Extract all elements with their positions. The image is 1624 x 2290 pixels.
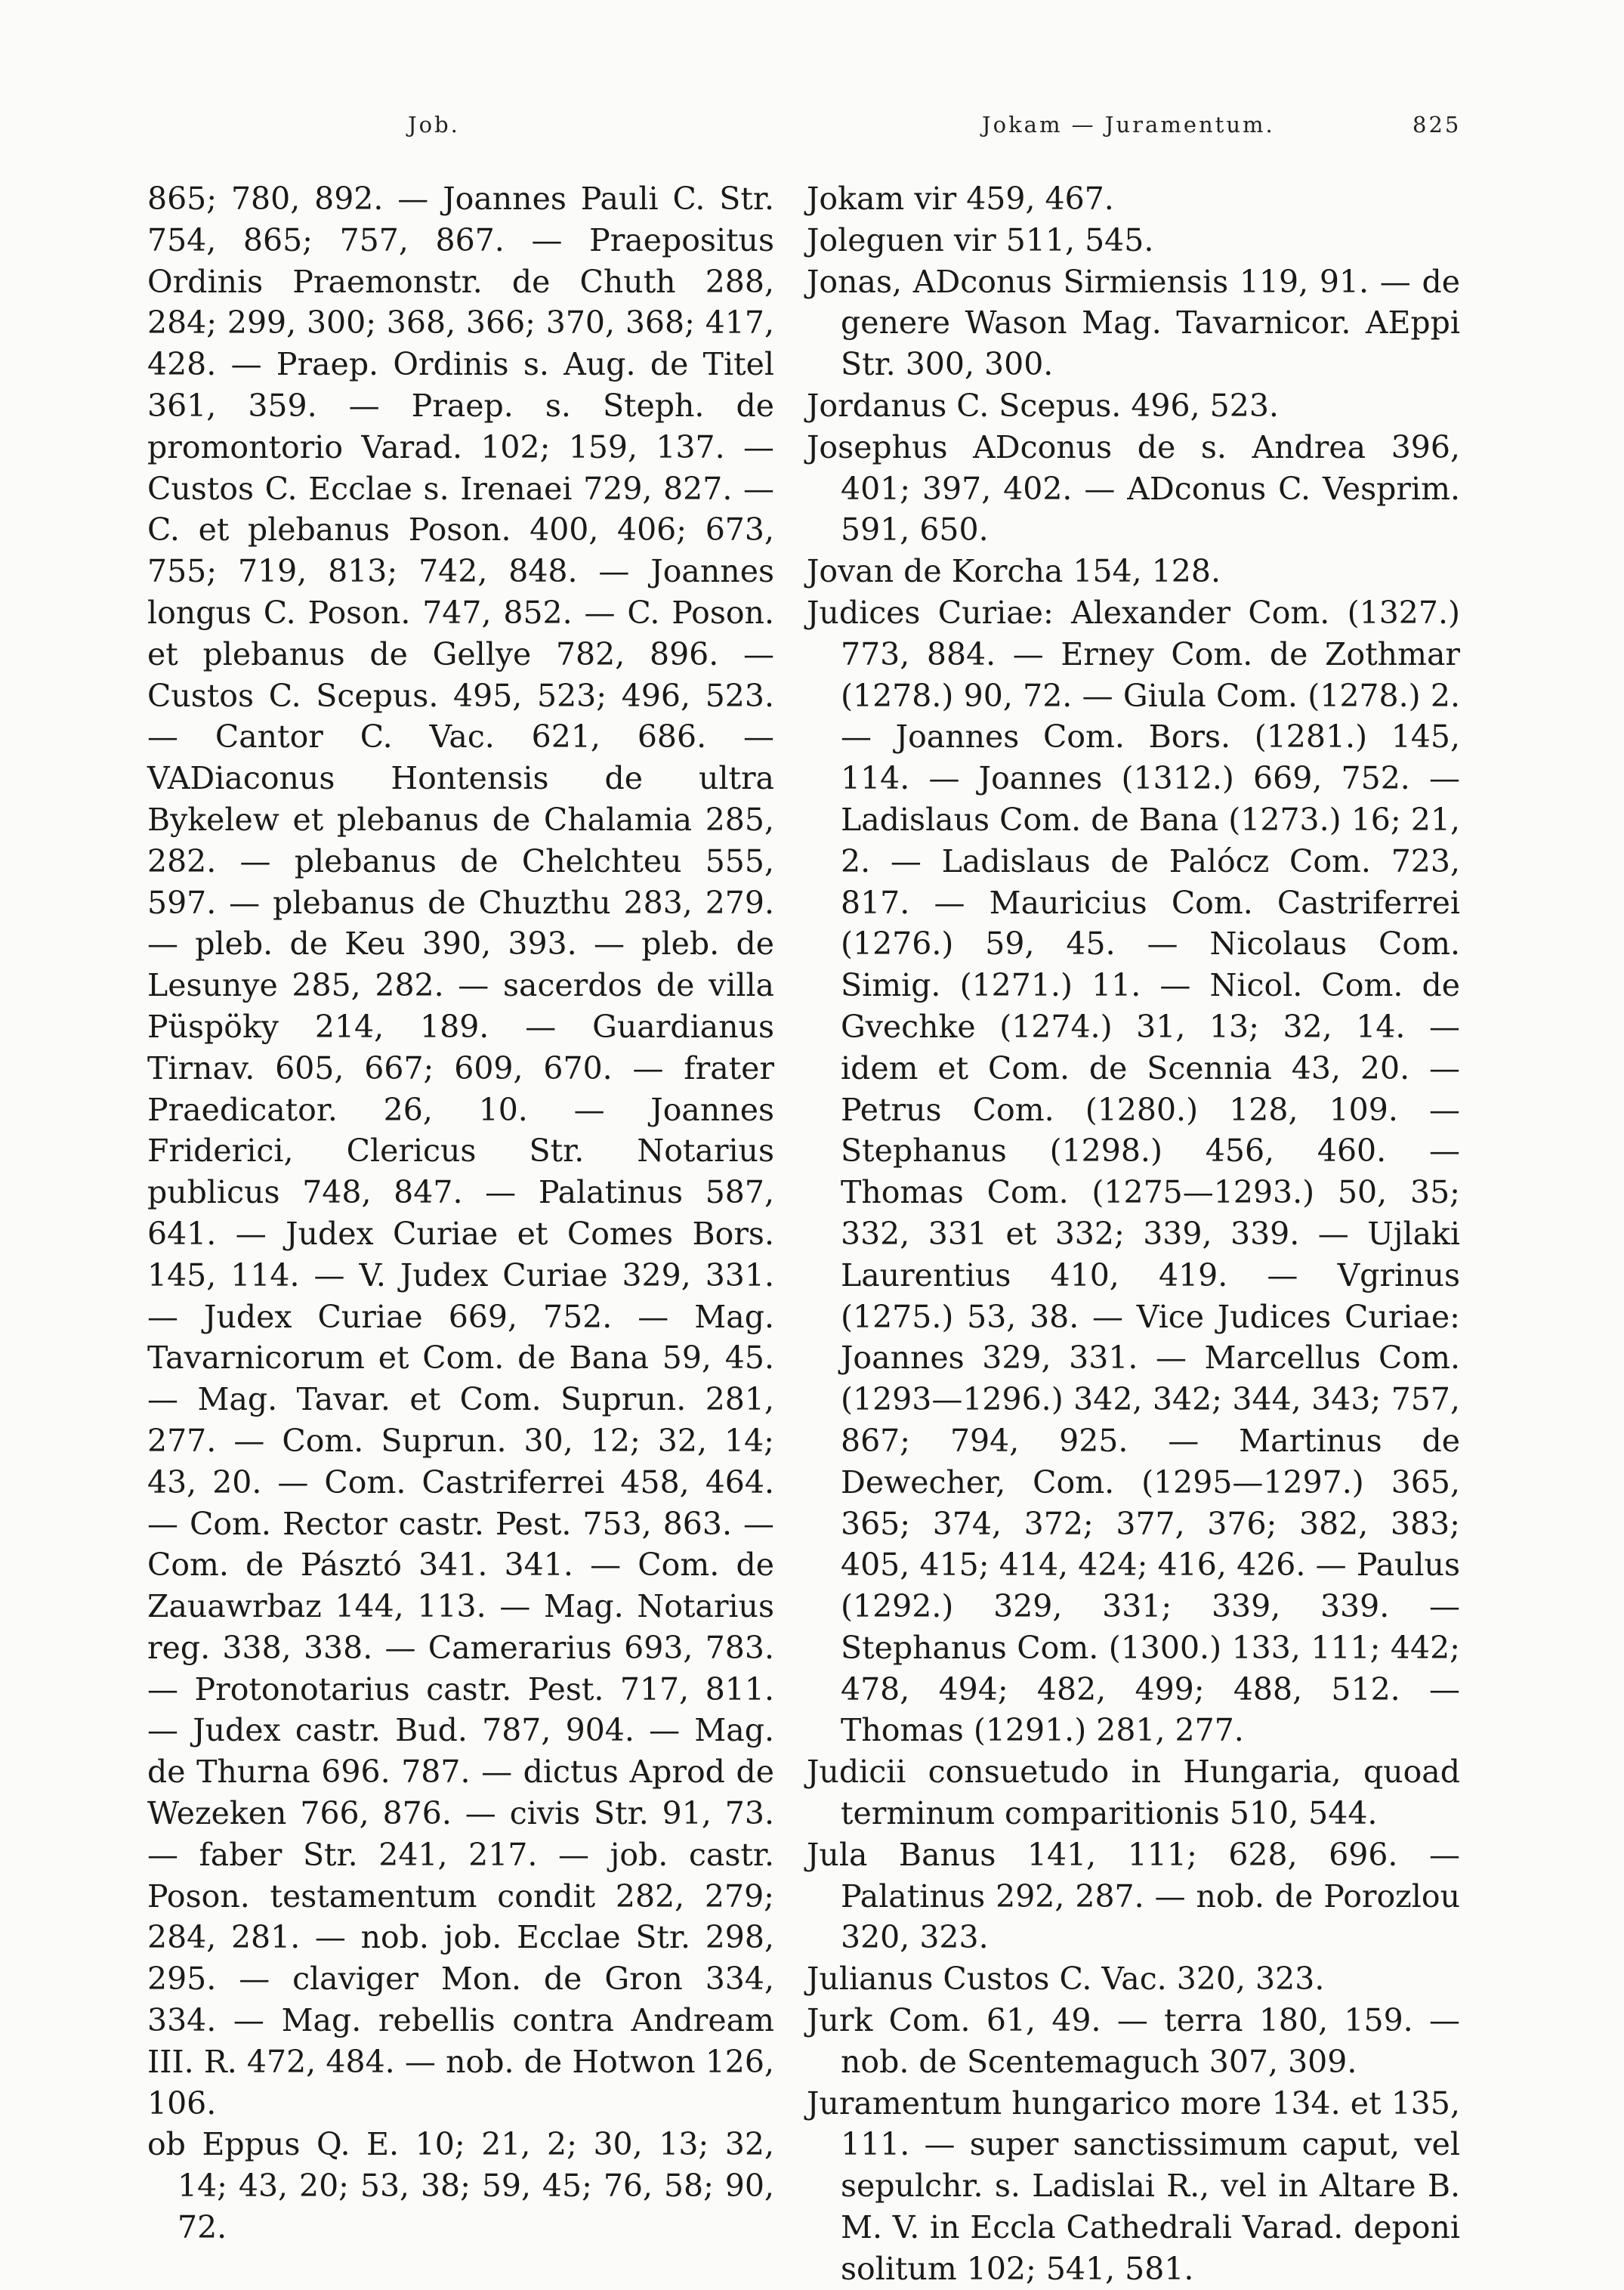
index-entry: Julianus Custos C. Vac. 320, 323. bbox=[807, 1961, 1325, 1998]
left-column bbox=[147, 178, 774, 2248]
index-entry: Jovan de Korcha 154, 128. bbox=[807, 553, 1221, 590]
index-entry: Jokam vir 459, 467. bbox=[807, 181, 1114, 217]
running-header bbox=[0, 112, 1624, 142]
index-entry: Jula Banus 141, 111; 628, 696. — Palatinus 292, 287. — nob. de Porozlou 320, 323. bbox=[807, 1836, 1460, 1956]
index-entry: Josephus ADconus de s. Andrea 396, 401; 397, 402. — ADconus C. Vesprim. 591, 650. bbox=[807, 428, 1460, 549]
index-entry-continuation: 865; 780, 892. — Joannes Pauli C. Str. 754, 865; 757, 867. — Praepositus Ordinis Praemonstr. de Chuth 288, 284; 299, 300; 368, 366; 370, 368; 417, 428. — Praep. Ordinis s. Aug. de Titel 361, 359. — Praep. s. Steph. de promontorio Varad. 102; 159, 137. — Custos C. Ecclae s. Irenaei 729, 827. — C. et plebanus Poson. 400, 406; 673, 755; 719, 813; 742, 848. — Joannes longus C. Poson. 747, 852. — C. Poson. et plebanus de Gellye 782, 896. — Custos C. Scepus. 495, 523; 496, 523. — Cantor C. Vac. 621, 686. — VADiaconus Hontensis de ultra Bykelew et plebanus de Chalamia 285, 282. — plebanus de Chelchteu 555, 597. — plebanus de Chuzthu 283, 279. — pleb. de Keu 390, 393. — pleb. de Lesunye 285, 282. — sacerdos de villa Püspöky 214, 189. — Guardianus Tirnav. 605, 667; 609, 670. — frater Praedicator. 26, 10. — Joannes Friderici, Clericus Str. Notarius publicus 748, 847. — Palatinus 587, 641. — Judex Curiae et Comes Bors. 145, 114. — V. Judex Curiae 329, 331. — Judex Curiae 669, 752. — Mag. Tavarnicorum et Com. de Bana 59, 45. — Mag. Tavar. et Com. Suprun. 281, 277. — Com. Suprun. 30, 12; 32, 14; 43, 20. — Com. Castriferrei 458, 464. — Com. Rector castr. Pest. 753, 863. — Com. de Pásztó 341. 341. — Com. de Zauawrbaz 144, 113. — Mag. Notarius reg. 338, 338. — Camerarius 693, 783. — Protonotarius castr. Pest. 717, 811. — Judex castr. Bud. 787, 904. — Mag. de Thurna 696. 787. — dictus Aprod de Wezeken 766, 876. — civis Str. 91, 73. — faber Str. 241, 217. — job. castr. Poson. testamentum condit 282, 279; 284, 281. — nob. job. Ecclae Str. 298, 295. — claviger Mon. de Gron 334, 334. — Mag. rebellis contra Andream III. R. 472, 484. — nob. de Hotwon 126, 106. bbox=[147, 181, 774, 2122]
page-number: 825 bbox=[1413, 112, 1462, 138]
index-entry: Jonas, ADconus Sirmiensis 119, 91. — de genere Wason Mag. Tavarnicor. AEppi Str. 300, 300. bbox=[807, 263, 1460, 383]
index-entry: Judicii consuetudo in Hungaria, quoad terminum comparitionis 510, 544. bbox=[807, 1754, 1460, 1832]
index-subentry: ob Eppus Q. E. 10; 21, 2; 30, 13; 32, 14; 43, 20; 53, 38; 59, 45; 76, 58; 90, 72. bbox=[147, 2126, 774, 2246]
index-entry: Joleguen vir 511, 545. bbox=[807, 221, 1154, 258]
index-entry: Jurk Com. 61, 49. — terra 180, 159. — nob. de Scentemaguch 307, 309. bbox=[807, 2002, 1460, 2080]
right-column bbox=[807, 178, 1460, 2290]
index-entry: Jordanus C. Scepus. 496, 523. bbox=[807, 387, 1279, 424]
index-entry: Judices Curiae: Alexander Com. (1327.) 773, 884. — Erney Com. de Zothmar (1278.) 90, 72. — Giula Com. (1278.) 2. — Joannes Com. Bors. (1281.) 145, 114. — Joannes (1312.) 669, 752. — Ladislaus Com. de Bana (1273.) 16; 21, 2. — Ladislaus de Palócz Com. 723, 817. — Mauricius Com. Castriferrei (1276.) 59, 45. — Nicolaus Com. Simig. (1271.) 11. — Nicol. Com. de Gvechke (1274.) 31, 13; 32, 14. — idem et Com. de Scennia 43, 20. — Petrus Com. (1280.) 128, 109. — Stephanus (1298.) 456, 460. — Thomas Com. (1275—1293.) 50, 35; 332, 331 et 332; 339, 339. — Ujlaki Laurentius 410, 419. — Vgrinus (1275.) 53, 38. — Vice Judices Curiae: Joannes 329, 331. — Marcellus Com. (1293—1296.) 342, 342; 344, 343; 757, 867; 794, 925. — Martinus de Dewecher, Com. (1295—1297.) 365, 365; 374, 372; 377, 376; 382, 383; 405, 415; 414, 424; 416, 426. — Paulus (1292.) 329, 331; 339, 339. — Stephanus Com. (1300.) 133, 111; 442; 478, 494; 482, 499; 488, 512. — Thomas (1291.) 281, 277. bbox=[807, 594, 1460, 1749]
header-left-keyword: Job. bbox=[408, 112, 460, 138]
index-entry: Juramentum hungarico more 134. et 135, 111. — super sanctissimum caput, vel sepulchr. s. Ladislai R., vel in Altare B. M. V. in Eccla Cathedrali Varad. deponi solitum 102; 541, 581. bbox=[807, 2084, 1460, 2287]
header-right-keywords: Jokam — Juramentum. bbox=[982, 112, 1275, 138]
